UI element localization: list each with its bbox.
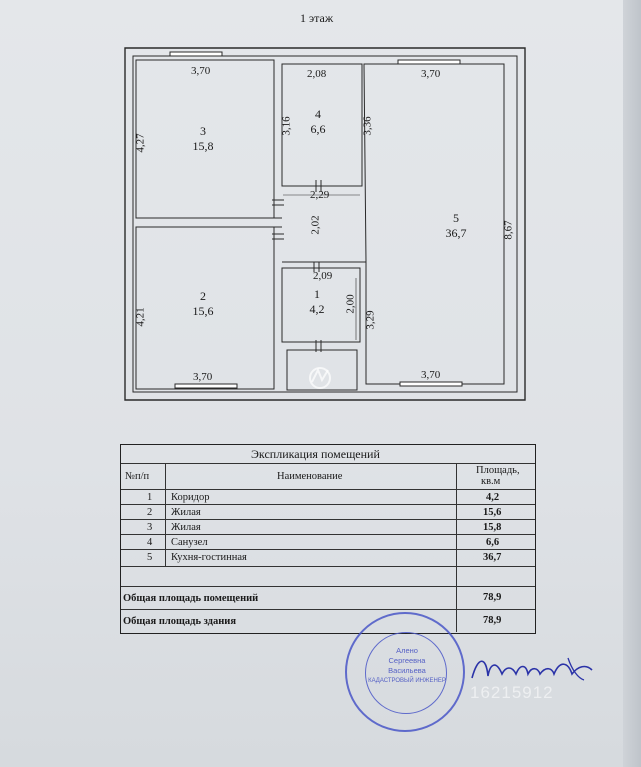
room-3-number: 3 [200, 124, 206, 138]
row-4-name: Санузел [171, 537, 208, 548]
explication-table [120, 444, 536, 634]
floor-title: 1 этаж [300, 11, 334, 25]
dim-r1-outer: 3,29 [364, 310, 377, 330]
row-3-area: 15,8 [483, 522, 502, 533]
header-num: №п/п [125, 471, 150, 482]
total-rooms-value: 78,9 [483, 592, 502, 603]
window [398, 60, 460, 64]
row-1-area: 4,2 [486, 492, 500, 503]
stamp-line-1: Алено [396, 646, 418, 655]
room-2-number: 2 [200, 289, 206, 303]
row-4-area: 6,6 [486, 537, 500, 548]
row-3-num: 3 [147, 522, 153, 533]
row-2-num: 2 [147, 507, 153, 518]
room-3-area: 15,8 [192, 139, 214, 153]
header-area-2: кв.м [481, 476, 501, 487]
room-5-outline [361, 64, 504, 384]
room-5-area: 36,7 [445, 226, 467, 240]
window [400, 382, 462, 386]
room-4-number: 4 [315, 107, 321, 121]
window [170, 52, 222, 56]
dim-r4-left: 3,16 [280, 116, 293, 136]
total-building-label: Общая площадь здания [123, 616, 237, 627]
total-rooms-label: Общая площадь помещений [123, 593, 259, 604]
row-5-num: 5 [147, 552, 153, 563]
room-4-area: 6,6 [310, 122, 326, 136]
dim-r1-top: 2,09 [313, 270, 333, 282]
dim-r3-left: 4,27 [134, 133, 147, 153]
window [175, 384, 237, 388]
total-building-value: 78,9 [483, 615, 502, 626]
dim-r5-left: 3,36 [361, 116, 374, 136]
room-1-number: 1 [314, 287, 320, 301]
dim-corridor: 2,02 [309, 215, 322, 235]
dim-r4-bottom: 2,29 [310, 189, 330, 201]
dim-r2-bottom: 3,70 [193, 371, 213, 383]
dim-r4-top: 2,08 [307, 68, 327, 80]
row-1-num: 1 [147, 492, 153, 503]
official-stamp [345, 612, 465, 732]
row-1-name: Коридор [171, 492, 210, 503]
row-2-name: Жилая [171, 507, 201, 518]
row-3-name: Жилая [171, 522, 201, 533]
header-area-1: Площадь, [476, 465, 520, 476]
dim-r5-right: 8,67 [502, 220, 515, 240]
row-5-name: Кухня-гостинная [171, 552, 247, 563]
room-1-area: 4,2 [309, 302, 325, 316]
dim-r2-left: 4,21 [134, 307, 147, 327]
watermark-logo-icon [292, 362, 348, 402]
row-5-area: 36,7 [483, 552, 502, 563]
row-4-num: 4 [147, 537, 153, 548]
stamp-line-4: КАДАСТРОВЫЙ ИНЖЕНЕР [368, 678, 446, 684]
room-5-number: 5 [453, 211, 459, 225]
dim-r5-bottom: 3,70 [421, 369, 441, 381]
table-title: Экспликация помещений [251, 447, 380, 461]
stamp-line-2: Сергеевна [388, 656, 426, 665]
stamp-line-3: Васильева [388, 666, 426, 675]
dim-r3-top: 3,70 [191, 65, 211, 77]
row-2-area: 15,6 [483, 507, 502, 518]
dim-r5-top: 3,70 [421, 68, 441, 80]
dim-r1-right: 2,00 [344, 294, 357, 314]
header-name: Наименование [277, 471, 343, 482]
watermark-number: 16215912 [470, 683, 554, 702]
room-2-area: 15,6 [192, 304, 214, 318]
